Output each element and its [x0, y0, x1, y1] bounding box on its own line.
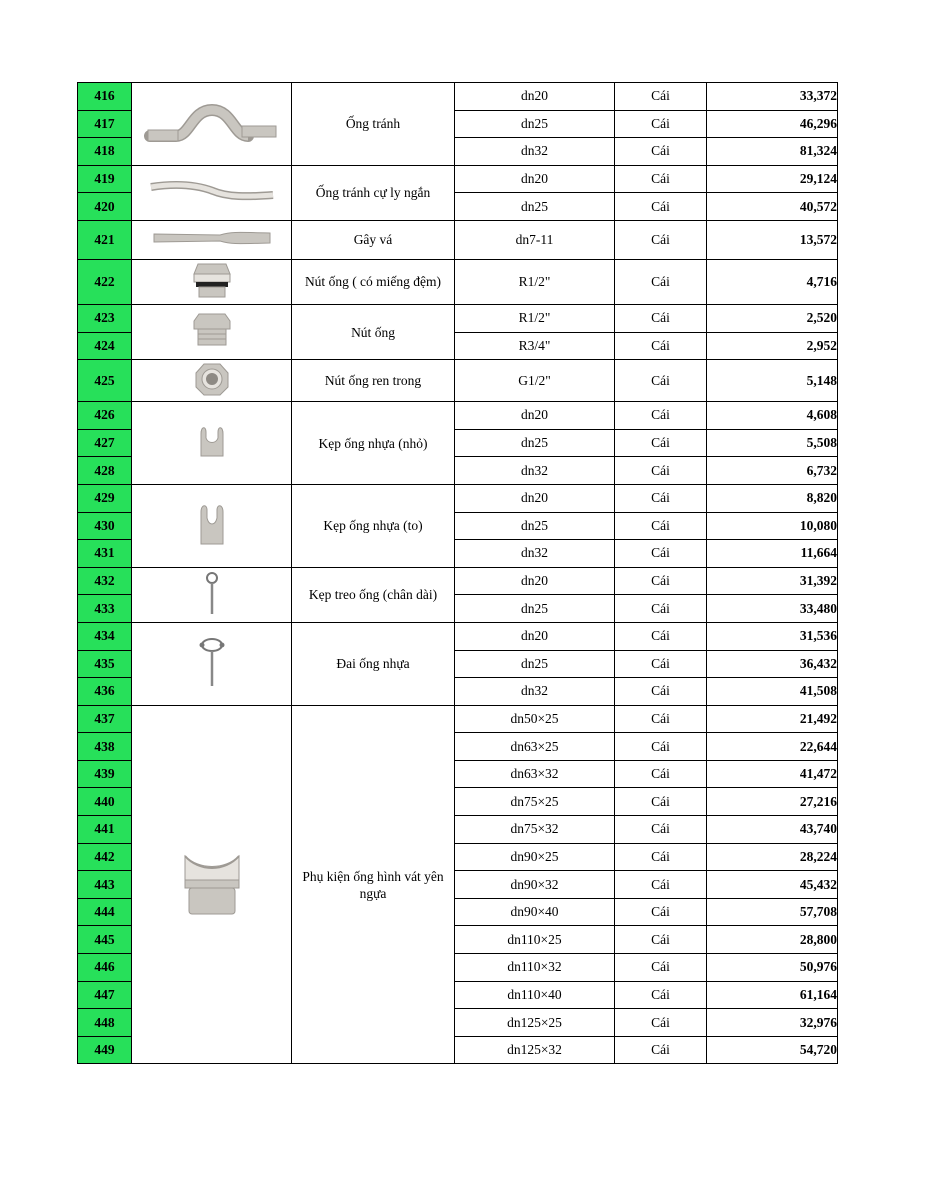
product-spec: dn25	[455, 650, 615, 678]
product-spec: dn20	[455, 567, 615, 595]
product-price: 40,572	[707, 193, 838, 221]
product-price: 81,324	[707, 138, 838, 166]
item-number: 417	[78, 110, 132, 138]
product-price: 50,976	[707, 954, 838, 982]
product-price: 4,608	[707, 402, 838, 430]
product-price: 46,296	[707, 110, 838, 138]
hanging-clamp-icon	[204, 570, 220, 620]
table-row	[78, 484, 838, 512]
pipe-plug-icon	[192, 311, 232, 353]
product-spec: dn50×25	[455, 705, 615, 733]
product-spec: dn20	[455, 622, 615, 650]
item-number: 427	[78, 429, 132, 457]
product-price: 29,124	[707, 165, 838, 193]
product-price: 27,216	[707, 788, 838, 816]
product-price: 54,720	[707, 1036, 838, 1064]
small-pipe-clip-icon	[197, 424, 227, 462]
product-unit: Cái	[615, 650, 707, 678]
product-unit: Cái	[615, 678, 707, 706]
product-unit: Cái	[615, 259, 707, 304]
product-unit: Cái	[615, 512, 707, 540]
product-price: 36,432	[707, 650, 838, 678]
product-unit: Cái	[615, 954, 707, 982]
product-price: 2,520	[707, 304, 838, 332]
product-price: 41,472	[707, 760, 838, 788]
table-row	[78, 402, 838, 430]
product-price: 8,820	[707, 484, 838, 512]
product-image-cell	[132, 360, 292, 402]
product-price: 21,492	[707, 705, 838, 733]
product-price: 31,536	[707, 622, 838, 650]
product-unit: Cái	[615, 360, 707, 402]
item-number: 449	[78, 1036, 132, 1064]
product-spec: dn110×32	[455, 954, 615, 982]
item-number: 435	[78, 650, 132, 678]
product-price: 61,164	[707, 981, 838, 1009]
product-unit: Cái	[615, 816, 707, 844]
item-number: 420	[78, 193, 132, 221]
item-number: 425	[78, 360, 132, 402]
product-unit: Cái	[615, 926, 707, 954]
item-number: 433	[78, 595, 132, 623]
item-number: 437	[78, 705, 132, 733]
product-price: 5,508	[707, 429, 838, 457]
table-row	[78, 83, 838, 111]
product-price: 10,080	[707, 512, 838, 540]
product-image-cell	[132, 259, 292, 304]
item-number: 441	[78, 816, 132, 844]
product-spec: dn25	[455, 595, 615, 623]
product-spec: dn32	[455, 540, 615, 568]
product-image-cell	[132, 622, 292, 705]
item-number: 429	[78, 484, 132, 512]
product-unit: Cái	[615, 402, 707, 430]
product-unit: Cái	[615, 1036, 707, 1064]
product-unit: Cái	[615, 733, 707, 761]
table-row	[78, 705, 838, 733]
product-price: 41,508	[707, 678, 838, 706]
product-unit: Cái	[615, 1009, 707, 1037]
product-name: Nút ống	[292, 304, 455, 359]
product-spec: dn25	[455, 512, 615, 540]
product-unit: Cái	[615, 429, 707, 457]
table-row	[78, 622, 838, 650]
product-image-cell	[132, 304, 292, 359]
product-unit: Cái	[615, 304, 707, 332]
product-price: 31,392	[707, 567, 838, 595]
product-name: Kẹp ống nhựa (to)	[292, 484, 455, 567]
item-number: 440	[78, 788, 132, 816]
product-image-cell	[132, 705, 292, 1064]
product-spec: dn90×40	[455, 898, 615, 926]
table-row	[78, 567, 838, 595]
pipe-plug-gasket-icon	[190, 260, 234, 304]
product-name: Kẹp treo ống (chân dài)	[292, 567, 455, 622]
item-number: 448	[78, 1009, 132, 1037]
product-spec: dn20	[455, 484, 615, 512]
product-unit: Cái	[615, 843, 707, 871]
product-name: Gây vá	[292, 220, 455, 259]
product-name: Nút ống ( có miếng đệm)	[292, 259, 455, 304]
product-unit: Cái	[615, 457, 707, 485]
product-price: 5,148	[707, 360, 838, 402]
product-spec: dn125×32	[455, 1036, 615, 1064]
table-row	[78, 220, 838, 259]
product-image-cell	[132, 165, 292, 220]
item-number: 432	[78, 567, 132, 595]
product-unit: Cái	[615, 898, 707, 926]
product-image-cell	[132, 220, 292, 259]
item-number: 444	[78, 898, 132, 926]
product-unit: Cái	[615, 788, 707, 816]
item-number: 445	[78, 926, 132, 954]
product-price: 22,644	[707, 733, 838, 761]
item-number: 423	[78, 304, 132, 332]
product-spec: dn75×25	[455, 788, 615, 816]
table-row	[78, 360, 838, 402]
product-spec: dn20	[455, 165, 615, 193]
item-number: 426	[78, 402, 132, 430]
product-spec: R3/4"	[455, 332, 615, 360]
product-spec: dn90×25	[455, 843, 615, 871]
item-number: 439	[78, 760, 132, 788]
product-unit: Cái	[615, 567, 707, 595]
product-name: Phụ kiện ống hình vát yên ngựa	[292, 705, 455, 1064]
bypass-pipe-icon	[144, 98, 280, 150]
table-row	[78, 165, 838, 193]
product-unit: Cái	[615, 220, 707, 259]
product-unit: Cái	[615, 193, 707, 221]
product-unit: Cái	[615, 83, 707, 111]
product-price: 28,224	[707, 843, 838, 871]
product-spec: dn90×32	[455, 871, 615, 899]
item-number: 430	[78, 512, 132, 540]
product-unit: Cái	[615, 138, 707, 166]
product-spec: dn20	[455, 83, 615, 111]
product-unit: Cái	[615, 622, 707, 650]
product-price: 2,952	[707, 332, 838, 360]
price-table	[77, 82, 838, 1064]
product-spec: dn20	[455, 402, 615, 430]
product-unit: Cái	[615, 110, 707, 138]
pipe-strap-icon	[199, 636, 225, 692]
table-row	[78, 259, 838, 304]
product-spec: dn63×25	[455, 733, 615, 761]
item-number: 431	[78, 540, 132, 568]
product-unit: Cái	[615, 705, 707, 733]
product-name: Ống tránh cự ly ngắn	[292, 165, 455, 220]
item-number: 418	[78, 138, 132, 166]
item-number: 422	[78, 259, 132, 304]
product-spec: dn32	[455, 457, 615, 485]
product-spec: dn125×25	[455, 1009, 615, 1037]
repair-stick-icon	[150, 229, 274, 251]
product-unit: Cái	[615, 484, 707, 512]
product-spec: dn7-11	[455, 220, 615, 259]
product-spec: dn110×25	[455, 926, 615, 954]
product-unit: Cái	[615, 595, 707, 623]
item-number: 447	[78, 981, 132, 1009]
product-price: 57,708	[707, 898, 838, 926]
product-image-cell	[132, 83, 292, 166]
product-unit: Cái	[615, 871, 707, 899]
product-image-cell	[132, 402, 292, 485]
internal-thread-cap-icon	[194, 361, 230, 401]
product-price: 13,572	[707, 220, 838, 259]
product-price: 45,432	[707, 871, 838, 899]
product-image-cell	[132, 567, 292, 622]
product-price: 6,732	[707, 457, 838, 485]
product-spec: R1/2"	[455, 259, 615, 304]
item-number: 434	[78, 622, 132, 650]
product-unit: Cái	[615, 981, 707, 1009]
product-spec: dn75×32	[455, 816, 615, 844]
product-spec: dn25	[455, 429, 615, 457]
product-name: Đai ống nhựa	[292, 622, 455, 705]
product-unit: Cái	[615, 540, 707, 568]
product-spec: R1/2"	[455, 304, 615, 332]
short-bypass-pipe-icon	[147, 179, 277, 207]
item-number: 443	[78, 871, 132, 899]
product-spec: dn25	[455, 110, 615, 138]
table-row	[78, 304, 838, 332]
product-spec: dn32	[455, 138, 615, 166]
item-number: 419	[78, 165, 132, 193]
item-number: 416	[78, 83, 132, 111]
item-number: 446	[78, 954, 132, 982]
large-pipe-clip-icon	[197, 502, 227, 550]
product-name: Ống tránh	[292, 83, 455, 166]
product-spec: dn32	[455, 678, 615, 706]
item-number: 424	[78, 332, 132, 360]
product-unit: Cái	[615, 332, 707, 360]
product-unit: Cái	[615, 165, 707, 193]
product-price: 33,372	[707, 83, 838, 111]
product-name: Nút ống ren trong	[292, 360, 455, 402]
product-price: 43,740	[707, 816, 838, 844]
saddle-fitting-icon	[179, 850, 245, 920]
item-number: 428	[78, 457, 132, 485]
product-name: Kẹp ống nhựa (nhỏ)	[292, 402, 455, 485]
product-price: 11,664	[707, 540, 838, 568]
item-number: 436	[78, 678, 132, 706]
item-number: 438	[78, 733, 132, 761]
product-price: 33,480	[707, 595, 838, 623]
product-unit: Cái	[615, 760, 707, 788]
product-spec: dn110×40	[455, 981, 615, 1009]
item-number: 442	[78, 843, 132, 871]
product-spec: dn25	[455, 193, 615, 221]
product-image-cell	[132, 484, 292, 567]
product-price: 4,716	[707, 259, 838, 304]
product-spec: dn63×32	[455, 760, 615, 788]
product-price: 28,800	[707, 926, 838, 954]
item-number: 421	[78, 220, 132, 259]
product-spec: G1/2"	[455, 360, 615, 402]
product-price: 32,976	[707, 1009, 838, 1037]
